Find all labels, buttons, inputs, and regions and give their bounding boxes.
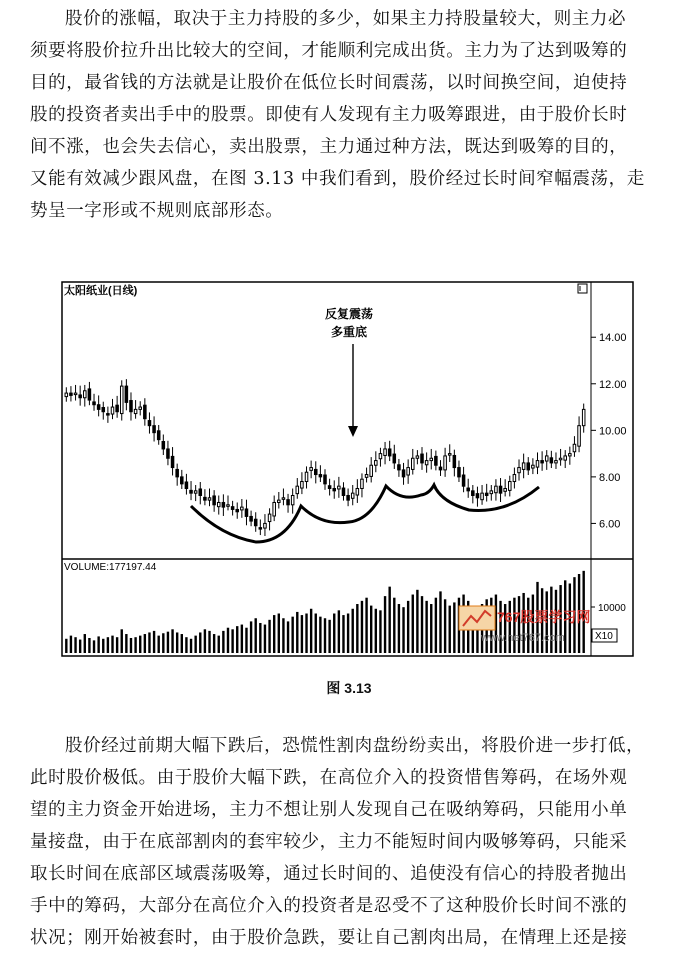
- text-line: 状况；刚开始被套时，由于股价急跌，要让自己割肉出局，在情理上还是接: [30, 928, 628, 948]
- price-tick-label: 10.00: [599, 425, 627, 438]
- volume-bar: [227, 628, 229, 653]
- volume-bar: [250, 621, 252, 653]
- candle-body: [490, 491, 493, 494]
- volume-bar: [185, 637, 187, 653]
- candle-body: [139, 407, 142, 409]
- volume-bar: [342, 615, 344, 653]
- candle-body: [162, 441, 165, 448]
- stock-chart-figure: [61, 280, 636, 658]
- candle-body: [388, 449, 391, 456]
- candle-body: [379, 454, 382, 459]
- candle-body: [153, 426, 156, 433]
- candle-body: [65, 393, 68, 396]
- candle-body: [130, 401, 133, 412]
- volume-bar: [310, 609, 312, 653]
- candle-body: [472, 491, 475, 496]
- candle-body: [448, 454, 451, 456]
- text-line: 股价经过前期大幅下跌后，恐慌性割肉盘纷纷卖出，将股价进一步打低，: [65, 736, 645, 756]
- candle-body: [458, 468, 461, 477]
- volume-bar: [278, 614, 280, 654]
- volume-bar: [218, 636, 220, 653]
- candle-body: [319, 475, 322, 477]
- volume-bar: [97, 636, 99, 653]
- volume-bar: [245, 628, 247, 653]
- volume-bar: [70, 636, 72, 653]
- candle-body: [582, 409, 585, 425]
- candle-body: [569, 454, 572, 456]
- volume-bar: [527, 598, 529, 653]
- candle-body: [157, 431, 160, 440]
- candle-body: [481, 493, 484, 500]
- candle-body: [88, 389, 91, 400]
- volume-bar: [338, 610, 340, 653]
- volume-bar: [352, 609, 354, 653]
- candle-body: [342, 488, 345, 495]
- candle-body: [411, 458, 414, 469]
- candle-body: [398, 465, 401, 470]
- candle-body: [559, 458, 562, 460]
- candle-body: [532, 465, 535, 468]
- candle-body: [402, 470, 405, 477]
- volume-bar: [255, 618, 257, 653]
- text-line: 望的主力资金开始进场，主力不想让别人发现自己在吸纳筹码，只能用小单: [30, 800, 628, 820]
- volume-bar: [208, 631, 210, 653]
- volume-bar: [513, 598, 515, 653]
- watermark-url: www.net767.com: [481, 632, 565, 644]
- volume-bar: [449, 606, 451, 653]
- volume-bar: [139, 636, 141, 653]
- volume-bar: [134, 637, 136, 653]
- candle-body: [439, 467, 442, 470]
- candle-body: [407, 468, 410, 475]
- candle-body: [74, 393, 77, 395]
- candle-body: [70, 393, 73, 395]
- text-line: 量接盘，由于在底部割肉的套牢较少，主力不能短时间内吸够筹码，只能采: [30, 832, 628, 852]
- volume-bar: [144, 634, 146, 653]
- candle-body: [499, 486, 502, 493]
- volume-bar: [241, 625, 243, 653]
- candle-body: [555, 461, 558, 463]
- volume-bar: [416, 590, 418, 653]
- volume-bar: [453, 602, 455, 653]
- volume-bar: [102, 639, 104, 653]
- volume-bar: [430, 604, 432, 653]
- candle-body: [305, 472, 308, 481]
- volume-bar: [287, 621, 289, 653]
- candle-body: [296, 486, 299, 493]
- candle-body: [416, 456, 419, 458]
- volume-bar: [199, 632, 201, 653]
- text-line: 股价的涨幅，取决于主力持股的多少，如果主力持股量较大，则主力必: [65, 9, 627, 29]
- body-paragraph: [30, 730, 678, 954]
- candle-body: [310, 468, 313, 471]
- volume-bar: [365, 598, 367, 653]
- candle-body: [227, 505, 230, 507]
- candle-body: [213, 496, 216, 505]
- volume-label: VOLUME:177197.44: [64, 562, 157, 573]
- volume-bar: [407, 601, 409, 653]
- candle-body: [476, 494, 479, 498]
- candle-body: [518, 468, 521, 473]
- volume-bar: [84, 634, 86, 653]
- candle-body: [125, 386, 128, 402]
- candle-body: [181, 477, 184, 484]
- volume-bar: [324, 618, 326, 653]
- candle-body: [264, 523, 267, 528]
- candle-body: [245, 509, 248, 516]
- candlestick-chart: [61, 280, 636, 658]
- volume-bar: [153, 631, 155, 653]
- candle-body: [536, 461, 539, 468]
- volume-multiplier: X10: [595, 631, 613, 642]
- volume-bar: [93, 640, 95, 653]
- candle-body: [107, 414, 110, 416]
- candle-body: [282, 498, 285, 500]
- volume-bar: [259, 623, 261, 653]
- volume-bar: [88, 638, 90, 653]
- candle-body: [384, 449, 387, 456]
- candle-body: [259, 528, 262, 530]
- volume-bar: [393, 598, 395, 653]
- volume-bar: [296, 612, 298, 653]
- text-line: 目的，最省钱的方法就是让股价在低位长时间震荡，以时间换空间，迫使持: [30, 73, 628, 93]
- volume-bar: [268, 620, 270, 653]
- candle-body: [185, 482, 188, 489]
- text-line: 势呈一字形或不规则底部形态。: [30, 201, 284, 221]
- candle-body: [513, 475, 516, 482]
- volume-bar: [162, 633, 164, 653]
- candle-body: [338, 486, 341, 489]
- volume-bar: [213, 634, 215, 653]
- volume-bar: [204, 629, 206, 653]
- volume-bar: [157, 636, 159, 653]
- annotation-line1: 反复震荡: [324, 307, 374, 321]
- volume-bar: [231, 629, 233, 653]
- candle-body: [453, 455, 456, 467]
- candle-body: [171, 456, 174, 467]
- candle-body: [273, 502, 276, 515]
- paragraph-text: [30, 730, 678, 954]
- price-tick-label: 12.00: [599, 378, 627, 391]
- candle-body: [564, 456, 567, 460]
- volume-bar: [282, 618, 284, 653]
- stock-title: 太阳纸业(日线): [64, 285, 138, 297]
- volume-bar: [402, 607, 404, 653]
- candle-body: [430, 458, 433, 460]
- candle-body: [102, 408, 105, 412]
- candle-body: [301, 482, 304, 489]
- candle-body: [462, 475, 465, 486]
- volume-bar: [171, 629, 173, 653]
- volume-bar: [190, 639, 192, 653]
- volume-bar: [425, 601, 427, 653]
- candle-body: [148, 421, 151, 426]
- intro-paragraph: [30, 3, 678, 227]
- volume-bar: [65, 639, 67, 653]
- candle-body: [250, 516, 253, 521]
- candle-body: [116, 405, 119, 412]
- candle-body: [333, 489, 336, 491]
- figure-caption: 图 3.13: [326, 680, 372, 696]
- candle-body: [217, 502, 220, 506]
- volume-bar: [121, 629, 123, 653]
- candle-body: [167, 449, 170, 458]
- text-line: 又能有效减少跟风盘，在图 3.13 中我们看到，股价经过长时间窄幅震荡，走: [30, 169, 645, 189]
- volume-bar: [194, 636, 196, 653]
- volume-bar: [439, 591, 441, 653]
- candle-body: [204, 497, 207, 500]
- text-line: 须要将股价拉升出比较大的空间，才能顺利完成出货。主力为了达到吸筹的: [30, 41, 628, 61]
- volume-bar: [130, 638, 132, 653]
- candle-body: [79, 395, 82, 398]
- candle-body: [541, 461, 544, 463]
- volume-bar: [444, 599, 446, 653]
- candle-body: [347, 495, 350, 500]
- text-line: 手中的筹码，大部分在高位介入的投资者是忍受不了这种股价长时间不涨的: [30, 896, 628, 916]
- candle-body: [268, 514, 271, 521]
- candle-body: [324, 475, 327, 484]
- volume-bar: [176, 632, 178, 653]
- candle-body: [545, 456, 548, 461]
- volume-bar: [111, 636, 113, 653]
- volume-bar: [388, 587, 390, 653]
- volume-bar: [301, 615, 303, 653]
- volume-bar: [375, 609, 377, 653]
- volume-bar: [412, 595, 414, 653]
- watermark-logo-icon: [459, 606, 495, 630]
- candle-body: [375, 461, 378, 466]
- volume-tick-label: 10000: [598, 603, 626, 614]
- volume-bar: [273, 615, 275, 653]
- candle-body: [287, 500, 290, 505]
- volume-bar: [125, 634, 127, 653]
- candle-body: [573, 444, 576, 451]
- candle-body: [111, 407, 114, 414]
- candle-body: [144, 405, 147, 418]
- volume-bar: [361, 601, 363, 653]
- candle-body: [93, 402, 96, 405]
- volume-bar: [319, 617, 321, 653]
- candle-body: [241, 507, 244, 510]
- volume-bar: [370, 606, 372, 653]
- annotation-line2: 多重底: [330, 325, 368, 339]
- candle-body: [314, 469, 317, 474]
- volume-bar: [379, 610, 381, 653]
- text-line: 间不涨，也会失去信心，卖出股票，主力通过种方法，既达到吸筹的目的，: [30, 137, 628, 157]
- candle-body: [84, 391, 87, 398]
- candle-body: [278, 500, 281, 502]
- candle-body: [231, 507, 234, 510]
- candle-body: [208, 498, 211, 500]
- candle-body: [97, 405, 100, 410]
- volume-bar: [356, 604, 358, 653]
- candle-body: [435, 456, 438, 465]
- candle-body: [291, 495, 294, 504]
- paragraph-text: [30, 3, 678, 227]
- candle-body: [504, 489, 507, 492]
- candle-body: [356, 489, 359, 496]
- watermark-title: 767股票学习网: [497, 609, 591, 625]
- candle-body: [120, 386, 123, 413]
- volume-bar: [384, 596, 386, 653]
- candle-body: [421, 454, 424, 463]
- volume-bar: [333, 614, 335, 654]
- candle-body: [222, 502, 225, 507]
- candle-body: [495, 486, 498, 493]
- volume-bar: [347, 614, 349, 654]
- candle-body: [190, 490, 193, 493]
- price-tick-label: 8.00: [599, 471, 621, 484]
- volume-bar: [421, 596, 423, 653]
- volume-bar: [236, 626, 238, 653]
- volume-bar: [222, 631, 224, 653]
- price-tick-label: 6.00: [599, 518, 621, 531]
- candle-body: [393, 454, 396, 463]
- candle-body: [527, 463, 530, 470]
- volume-bar: [148, 632, 150, 653]
- candle-body: [199, 489, 202, 496]
- volume-bar: [291, 617, 293, 653]
- candle-body: [578, 426, 581, 446]
- volume-bar: [435, 598, 437, 653]
- candle-body: [328, 486, 331, 489]
- candle-body: [351, 493, 354, 498]
- volume-bar: [74, 637, 76, 653]
- volume-bar: [328, 620, 330, 653]
- price-tick-label: 14.00: [599, 332, 627, 345]
- candle-body: [361, 479, 364, 488]
- volume-bar: [305, 614, 307, 654]
- text-line: 此时股价极低。由于股价大幅下跌，在高位介入的投资惜售筹码，在场外观: [30, 768, 628, 788]
- volume-bar: [116, 637, 118, 653]
- candle-body: [236, 509, 239, 511]
- candle-body: [370, 465, 373, 476]
- candle-body: [467, 488, 470, 491]
- candle-body: [254, 519, 257, 526]
- text-line: 股的投资者卖出手中的股票。即使有人发现有主力吸筹跟进，由于股价长时: [30, 105, 628, 125]
- candle-body: [176, 469, 179, 476]
- candle-body: [365, 475, 368, 478]
- candle-body: [522, 463, 525, 470]
- volume-bar: [315, 614, 317, 654]
- volume-bar: [79, 640, 81, 653]
- candle-body: [509, 482, 512, 491]
- candle-body: [194, 491, 197, 493]
- candle-body: [485, 493, 488, 495]
- candle-body: [425, 461, 428, 465]
- text-line: 取长时间在底部区域震荡吸筹，通过长时间的、追使没有信心的持股者抛出: [30, 864, 628, 884]
- candle-body: [134, 409, 137, 413]
- volume-bar: [167, 632, 169, 653]
- candle-body: [444, 456, 447, 470]
- volume-bar: [181, 634, 183, 653]
- candle-body: [550, 458, 553, 463]
- volume-bar: [264, 625, 266, 653]
- volume-bar: [107, 637, 109, 653]
- volume-bar: [398, 604, 400, 653]
